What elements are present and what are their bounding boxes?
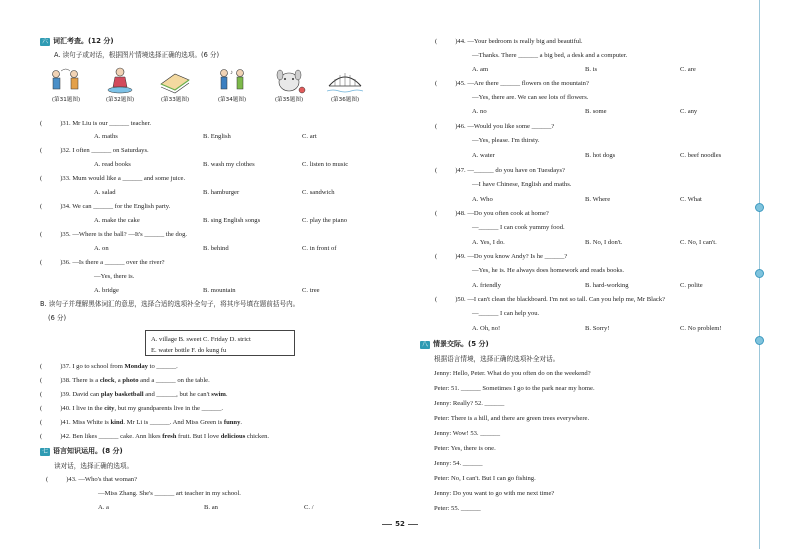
option-b[interactable]: B. Where [585, 196, 611, 203]
answer-bracket[interactable]: ( [40, 391, 43, 398]
dog-and-ball-icon [271, 66, 307, 94]
question-number: )38. [60, 377, 71, 384]
word-bank-line-1: A. village B. sweet C. Friday D. strict [151, 336, 251, 343]
answer-bracket[interactable]: ( [435, 123, 438, 130]
answer-bracket[interactable]: ( [40, 231, 43, 238]
dialogue-line: Peter: Yes, there is one. [434, 445, 496, 452]
bold-word: city [104, 405, 115, 412]
question-text: Mr Liu is our ______ teacher. [72, 120, 152, 127]
answer-bracket[interactable]: ( [40, 259, 43, 266]
option-b[interactable]: B. is [585, 66, 598, 73]
section-8-badge: 八 [422, 341, 429, 348]
question-31 [40, 121, 151, 128]
section-8-intro: 根据语言情境，选择正确的选项补全对话。 [434, 355, 560, 363]
binding-hole [755, 269, 764, 278]
question-number: )39. [60, 391, 71, 398]
question-text: —Where is the ball? —It's ______ the dog. [72, 231, 188, 238]
option-a[interactable]: A. am [472, 66, 489, 73]
answer-bracket[interactable]: ( [40, 377, 43, 384]
option-b[interactable]: B. hot dogs [585, 152, 616, 159]
section-7-points: (8 分) [102, 447, 123, 455]
question-44 [435, 39, 583, 46]
option-c[interactable]: C. any [680, 108, 698, 115]
text-part: , but my grandparents live in the ______. [114, 405, 224, 412]
text-part: , a [114, 377, 123, 384]
text-part: I go to school from [72, 363, 125, 370]
section-7-intro: 读对话，选择正确的选项。 [54, 462, 134, 470]
option-c[interactable]: C. polite [680, 282, 703, 289]
picture-36 [323, 66, 367, 106]
answer-bracket[interactable]: ( [40, 363, 43, 370]
bold-word: clock [99, 377, 115, 384]
option-b[interactable]: B. hard-working [585, 282, 629, 289]
answer-bracket[interactable]: ( [435, 210, 438, 217]
option-a[interactable]: A. on [94, 245, 109, 252]
question-text: —Is there a ______ over the river? [72, 259, 165, 266]
option-c[interactable]: C. No problem! [680, 325, 722, 332]
text-part: . [240, 419, 243, 426]
binding-hole [755, 336, 764, 345]
answer-bracket[interactable]: ( [40, 419, 43, 426]
question-text: We can ______ for the English party. [72, 203, 171, 210]
text-part: . Mr Li is ______. And Miss Green is [123, 419, 224, 426]
word-bank-box [145, 330, 295, 356]
text-part: Miss White is [72, 419, 111, 426]
option-a[interactable]: A. read books [94, 161, 131, 168]
section-7-header [40, 448, 123, 456]
question-46 [435, 124, 554, 131]
picture-31 [44, 66, 88, 106]
picture-32 [98, 66, 142, 106]
question-44-reply: —Thanks. There ______ a big bed, a desk and a computer. [472, 52, 628, 59]
question-text: —Your bedroom is really big and beautiful. [467, 38, 583, 45]
question-number: )46. [455, 123, 466, 130]
question-39 [40, 392, 228, 399]
answer-bracket[interactable]: ( [435, 167, 438, 174]
option-a[interactable]: A. no [472, 108, 487, 115]
text-part: and ______, but he can't [143, 391, 212, 398]
question-49 [435, 254, 567, 261]
section-6-header [40, 38, 114, 46]
answer-bracket[interactable]: ( [40, 203, 43, 210]
picture-32-caption: (第32题图) [105, 97, 135, 103]
question-text: Mum would like a ______ and some juice. [72, 175, 186, 182]
dialogue-line-54[interactable]: Jenny: 54. ______ [434, 460, 483, 467]
question-text: —Would you like some ______? [467, 123, 555, 130]
part-b-points: (6 分) [48, 314, 67, 322]
picture-34-caption: (第34题图) [217, 97, 247, 103]
text-part: I live in the [72, 405, 105, 412]
option-a[interactable]: A. friendly [472, 282, 501, 289]
option-b[interactable]: B. Sorry! [585, 325, 610, 332]
picture-33-caption: (第33题图) [160, 97, 190, 103]
question-35 [40, 232, 187, 239]
dialogue-line: Peter: There is a hill, and there are green trees everywhere. [434, 415, 590, 422]
question-number: )50. [455, 296, 466, 303]
question-38 [40, 378, 210, 385]
answer-bracket[interactable]: ( [46, 476, 49, 483]
text-part: and a ______ on the table. [138, 377, 210, 384]
dialogue-line-52[interactable]: Jenny: Really? 52. ______ [434, 400, 505, 407]
question-34 [40, 204, 170, 211]
picture-35-caption: (第35题图) [274, 97, 304, 103]
bold-word: delicious [220, 433, 246, 440]
option-c[interactable]: C. play the piano [302, 217, 348, 224]
bold-word: kind [110, 419, 124, 426]
picture-33 [153, 66, 197, 106]
question-41 [40, 420, 242, 427]
question-number: )48. [455, 210, 466, 217]
dialogue-line: Jenny: Do you want to go with me next time? [434, 490, 555, 497]
section-7-badge: 七 [42, 448, 49, 455]
option-c[interactable]: C. listen to music [302, 161, 349, 168]
two-people-talking-icon [48, 66, 84, 94]
text-part: . [225, 391, 228, 398]
option-a[interactable]: A. salad [94, 189, 116, 196]
question-number: )36. [60, 259, 71, 266]
bold-word: photo [122, 377, 139, 384]
question-36-reply: —Yes, there is. [94, 273, 135, 280]
answer-bracket[interactable]: ( [435, 296, 438, 303]
question-number: )40. [60, 405, 71, 412]
section-6-badge: 六 [42, 38, 49, 45]
option-c[interactable]: C. are [680, 66, 696, 73]
word-bank-line-2: E. water bottle F. do kung fu [151, 347, 227, 354]
question-46-reply: —Yes, please. I'm thirsty. [472, 137, 540, 144]
answer-bracket[interactable]: ( [435, 80, 438, 87]
question-50-reply: —______ I can help you. [472, 310, 540, 317]
option-a[interactable]: A. Who [472, 196, 493, 203]
question-48 [435, 211, 549, 218]
answer-bracket[interactable]: ( [435, 253, 438, 260]
option-b[interactable]: B. an [204, 504, 218, 511]
question-text: —I can't clean the blackboard. I'm not so tall. Can you help me, Mr Black? [467, 296, 666, 303]
question-47 [435, 168, 565, 175]
bold-word: fresh [162, 433, 177, 440]
section-8-points: (5 分) [468, 340, 489, 348]
text-part: fruit. But I love [176, 433, 221, 440]
answer-bracket[interactable]: ( [435, 38, 438, 45]
question-number: )49. [455, 253, 466, 260]
binding-hole [755, 203, 764, 212]
picture-35 [267, 66, 311, 106]
question-49-reply: —Yes, he is. He always does homework and reads books. [472, 267, 625, 274]
picture-36-caption: (第36题图) [330, 97, 360, 103]
section-7-title: 语言知识运用。 [53, 447, 103, 455]
option-a[interactable]: A. Oh, no! [472, 325, 501, 332]
question-37 [40, 364, 178, 371]
question-36 [40, 260, 165, 267]
option-b[interactable]: B. English [203, 133, 231, 140]
question-32 [40, 148, 149, 155]
option-c[interactable]: C. What [680, 196, 702, 203]
picture-31-caption: (第31题图) [51, 97, 81, 103]
question-number: )41. [60, 419, 71, 426]
question-number: )47. [455, 167, 466, 174]
dialogue-line: Jenny: Hello, Peter. What do you often do on the weekend? [434, 370, 591, 377]
question-text: —Who's that woman? [78, 476, 137, 483]
question-text: —______ do you have on Tuesdays? [467, 167, 565, 174]
question-text: —Do you often cook at home? [467, 210, 549, 217]
question-45 [435, 81, 589, 88]
question-40 [40, 406, 223, 413]
question-33 [40, 176, 185, 183]
question-50 [435, 297, 665, 304]
option-b[interactable]: B. hamburger [203, 189, 240, 196]
text-part: to ______. [147, 363, 178, 370]
part-b-instruction: B. 读句子并理解黑体词汇的意思，选择合适的选项补全句子，将其序号填在题前括号内。 [40, 300, 300, 308]
option-b[interactable]: B. No, I don't. [585, 239, 623, 246]
sandwich-icon [157, 66, 193, 94]
question-43 [46, 477, 137, 484]
picture-row [40, 66, 360, 114]
answer-bracket[interactable]: ( [40, 175, 43, 182]
question-text: —Do you know Andy? Is he ______? [467, 253, 568, 260]
bold-word: play basketball [100, 391, 144, 398]
dialogue-line-55[interactable]: Peter: 55. ______ [434, 505, 481, 512]
picture-34 [210, 66, 254, 106]
option-a[interactable]: A. make the cake [94, 217, 140, 224]
section-6-points: (12 分) [88, 37, 114, 45]
question-42 [40, 434, 269, 441]
question-48-reply: —______ I can cook yummy food. [472, 224, 565, 231]
question-number: )43. [66, 476, 77, 483]
text-part: chicken. [245, 433, 270, 440]
option-c[interactable]: C. in front of [302, 245, 337, 252]
question-number: )33. [60, 175, 71, 182]
question-47-reply: —I have Chinese, English and maths. [472, 181, 572, 188]
answer-bracket[interactable]: ( [40, 405, 43, 412]
answer-bracket[interactable]: ( [40, 120, 43, 127]
question-number: )37. [60, 363, 71, 370]
svg-text:♪: ♪ [230, 70, 233, 76]
bold-word: swim [211, 391, 226, 398]
section-8-title: 情景交际。 [433, 340, 469, 348]
question-number: )35. [60, 231, 71, 238]
text-part: David can [72, 391, 101, 398]
option-a[interactable]: A. Yes, I do. [472, 239, 505, 246]
bridge-icon [327, 66, 363, 94]
option-a[interactable]: A. bridge [94, 287, 119, 294]
question-45-reply: —Yes, there are. We can see lots of flowers. [472, 94, 589, 101]
question-number: )32. [60, 147, 71, 154]
question-43-reply: —Miss Zhang. She's ______ art teacher in my school. [98, 490, 241, 497]
part-a-instruction: A. 读句子或对话，根据图片情境选择正确的选项。(6 分) [54, 51, 220, 59]
option-c[interactable]: C. art [302, 133, 317, 140]
question-text: I often ______ on Saturdays. [72, 147, 149, 154]
option-c[interactable]: C. / [304, 504, 314, 511]
option-c[interactable]: C. tree [302, 287, 320, 294]
dialogue-line-53[interactable]: Jenny: Wow! 53. ______ [434, 430, 501, 437]
question-number: )45. [455, 80, 466, 87]
girl-washing-clothes-icon [102, 66, 138, 94]
question-number: )44. [455, 38, 466, 45]
option-b[interactable]: B. behind [203, 245, 229, 252]
section-8-header [420, 341, 489, 349]
bold-word: funny [223, 419, 241, 426]
page-number: 52 [370, 521, 430, 528]
question-number: )42. [60, 433, 71, 440]
option-c[interactable]: C. No, I can't. [680, 239, 717, 246]
text-part: Ben likes ______ cake. Ann likes [72, 433, 163, 440]
option-a[interactable]: A. water [472, 152, 495, 159]
option-b[interactable]: B. sing English songs [203, 217, 261, 224]
option-b[interactable]: B. wash my clothes [203, 161, 255, 168]
bold-word: Monday [124, 363, 148, 370]
question-text: —Are there ______ flowers on the mountain? [467, 80, 589, 87]
option-c[interactable]: C. beef noodles [680, 152, 722, 159]
question-number: )31. [60, 120, 71, 127]
answer-bracket[interactable]: ( [40, 433, 43, 440]
option-a[interactable]: A. a [98, 504, 109, 511]
question-number: )34. [60, 203, 71, 210]
children-singing-icon [214, 66, 250, 94]
option-b[interactable]: B. some [585, 108, 607, 115]
answer-bracket[interactable]: ( [40, 147, 43, 154]
option-c[interactable]: C. sandwich [302, 189, 335, 196]
section-6-title: 词汇考查。 [53, 37, 89, 45]
option-a[interactable]: A. maths [94, 133, 118, 140]
dialogue-line-51[interactable]: Peter: 51. ______ Sometimes I go to the park near my home. [434, 385, 595, 392]
option-b[interactable]: B. mountain [203, 287, 236, 294]
text-part: There is a [72, 377, 100, 384]
dialogue-line: Peter: No, I can't. But I can go fishing. [434, 475, 536, 482]
